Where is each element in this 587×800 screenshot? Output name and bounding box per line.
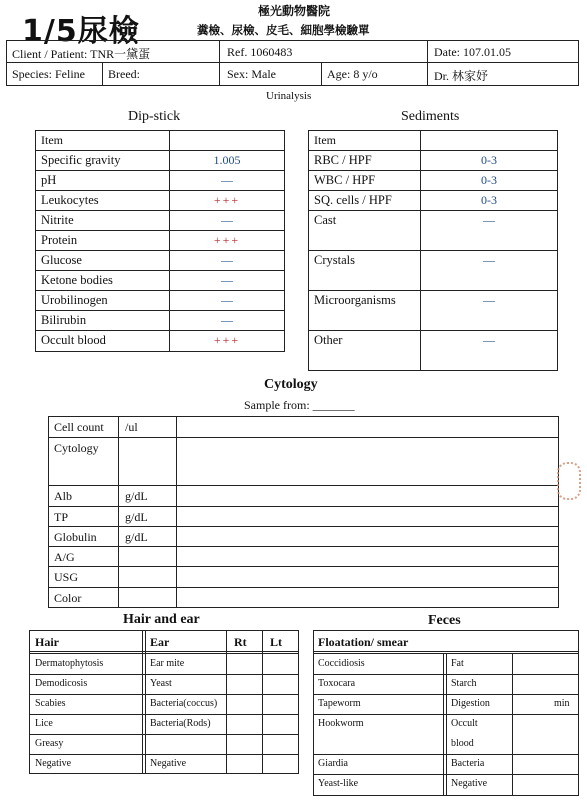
cytology-label: Cytology bbox=[54, 441, 99, 455]
dipstick-item: Glucose bbox=[41, 253, 82, 267]
ear-item: Yeast bbox=[150, 678, 172, 689]
sediment-value: — bbox=[483, 253, 495, 267]
breed: Breed: bbox=[108, 67, 140, 81]
cytology-label: Alb bbox=[54, 489, 72, 503]
cytology-unit: g/dL bbox=[125, 489, 148, 503]
dipstick-value: — bbox=[221, 293, 233, 307]
dipstick-item: Specific gravity bbox=[41, 153, 121, 167]
dipstick-value: — bbox=[221, 313, 233, 327]
ear-header: Ear bbox=[150, 635, 170, 649]
feces-title: Feces bbox=[428, 613, 461, 628]
dipstick-item: Leukocytes bbox=[41, 193, 99, 207]
sediment-item: WBC / HPF bbox=[314, 173, 376, 187]
feces-right-item: blood bbox=[451, 738, 474, 749]
feces-right-item: Negative bbox=[451, 778, 488, 789]
dipstick-value: +++ bbox=[213, 233, 241, 247]
cytology-label: A/G bbox=[54, 550, 75, 564]
sediments-header-item: Item bbox=[314, 133, 336, 147]
ear-item: Bacteria(Rods) bbox=[150, 718, 211, 729]
dipstick-value: 1.005 bbox=[213, 153, 241, 167]
sediment-item: SQ. cells / HPF bbox=[314, 193, 392, 207]
hair-header: Hair bbox=[35, 635, 59, 649]
sample-from: Sample from: _______ bbox=[244, 398, 355, 412]
dipstick-item: Ketone bodies bbox=[41, 273, 113, 287]
feces-left-item: Hookworm bbox=[318, 718, 364, 729]
feces-left-item: Giardia bbox=[318, 758, 348, 769]
dipstick-item: Protein bbox=[41, 233, 78, 247]
hair-item: Dermatophytosis bbox=[35, 658, 104, 669]
species: Species: Feline bbox=[12, 67, 85, 81]
stamp-mark bbox=[557, 462, 581, 500]
hospital-name: 極光動物醫院 bbox=[258, 4, 331, 18]
dipstick-header-item: Item bbox=[41, 133, 63, 147]
sediment-value: 0-3 bbox=[481, 193, 497, 207]
cytology-title: Cytology bbox=[264, 377, 318, 392]
digestion-unit: min bbox=[554, 698, 570, 709]
hair-item: Lice bbox=[35, 718, 53, 729]
feces-right-item: Bacteria bbox=[451, 758, 485, 769]
ear-item: Negative bbox=[150, 758, 187, 769]
cytology-unit: /ul bbox=[125, 420, 138, 434]
dipstick-item: Urobilinogen bbox=[41, 293, 108, 307]
feces-right-item: Starch bbox=[451, 678, 477, 689]
dipstick-title: Dip-stick bbox=[128, 109, 181, 124]
age: Age: 8 y/o bbox=[327, 67, 378, 81]
ref-number: Ref. 1060483 bbox=[227, 45, 293, 59]
cytology-label: USG bbox=[54, 570, 79, 584]
sediment-item: Microorganisms bbox=[314, 293, 396, 307]
ear-item: Bacteria(coccus) bbox=[150, 698, 218, 709]
dipstick-item: Occult blood bbox=[41, 333, 106, 347]
sediment-value: 0-3 bbox=[481, 173, 497, 187]
feces-right-item: Occult bbox=[451, 718, 478, 729]
urinalysis-title: Urinalysis bbox=[266, 90, 312, 102]
sediment-item: Crystals bbox=[314, 253, 355, 267]
hair-item: Demodicosis bbox=[35, 678, 88, 689]
dipstick-item: pH bbox=[41, 173, 57, 187]
doctor: Dr. 林家妤 bbox=[434, 69, 489, 83]
cytology-unit: g/dL bbox=[125, 510, 148, 524]
cytology-unit: g/dL bbox=[125, 530, 148, 544]
dipstick-value: — bbox=[221, 253, 233, 267]
feces-left-item: Coccidiosis bbox=[318, 658, 365, 669]
form-subtitle: 糞檢、尿檢、皮毛、細胞學檢驗單 bbox=[197, 23, 370, 37]
hair-ear-title: Hair and ear bbox=[123, 612, 200, 627]
lt-header: Lt bbox=[270, 635, 282, 649]
cytology-label: Cell count bbox=[54, 420, 104, 434]
dipstick-item: Nitrite bbox=[41, 213, 74, 227]
ear-item: Ear mite bbox=[150, 658, 185, 669]
dipstick-value: — bbox=[221, 173, 233, 187]
hair-item: Scabies bbox=[35, 698, 66, 709]
dipstick-value: — bbox=[221, 273, 233, 287]
hair-item: Greasy bbox=[35, 738, 64, 749]
feces-right-item: Fat bbox=[451, 658, 464, 669]
feces-header: Floatation/ smear bbox=[318, 635, 409, 649]
sediment-value: — bbox=[483, 293, 495, 307]
dipstick-value: — bbox=[221, 213, 233, 227]
sediments-title: Sediments bbox=[401, 109, 460, 124]
sediment-item: Other bbox=[314, 333, 343, 347]
cytology-label: TP bbox=[54, 510, 69, 524]
feces-right-item: Digestion bbox=[451, 698, 490, 709]
feces-left-item: Yeast-like bbox=[318, 778, 359, 789]
dipstick-value: +++ bbox=[213, 333, 241, 347]
sediment-item: RBC / HPF bbox=[314, 153, 372, 167]
sediment-value: — bbox=[483, 213, 495, 227]
sex: Sex: Male bbox=[227, 67, 276, 81]
cytology-label: Color bbox=[54, 591, 82, 605]
sediment-item: Cast bbox=[314, 213, 337, 227]
feces-left-item: Toxocara bbox=[318, 678, 356, 689]
hair-item: Negative bbox=[35, 758, 72, 769]
dipstick-value: +++ bbox=[213, 193, 241, 207]
overlay-title: 1/5尿檢 bbox=[22, 14, 140, 49]
sediment-value: 0-3 bbox=[481, 153, 497, 167]
sediment-value: — bbox=[483, 333, 495, 347]
dipstick-item: Bilirubin bbox=[41, 313, 87, 327]
feces-left-item: Tapeworm bbox=[318, 698, 361, 709]
cytology-label: Globulin bbox=[54, 530, 97, 544]
exam-date: Date: 107.01.05 bbox=[434, 45, 511, 59]
client-patient: Client / Patient: TNR一黛蛋 bbox=[12, 47, 151, 61]
rt-header: Rt bbox=[234, 635, 247, 649]
